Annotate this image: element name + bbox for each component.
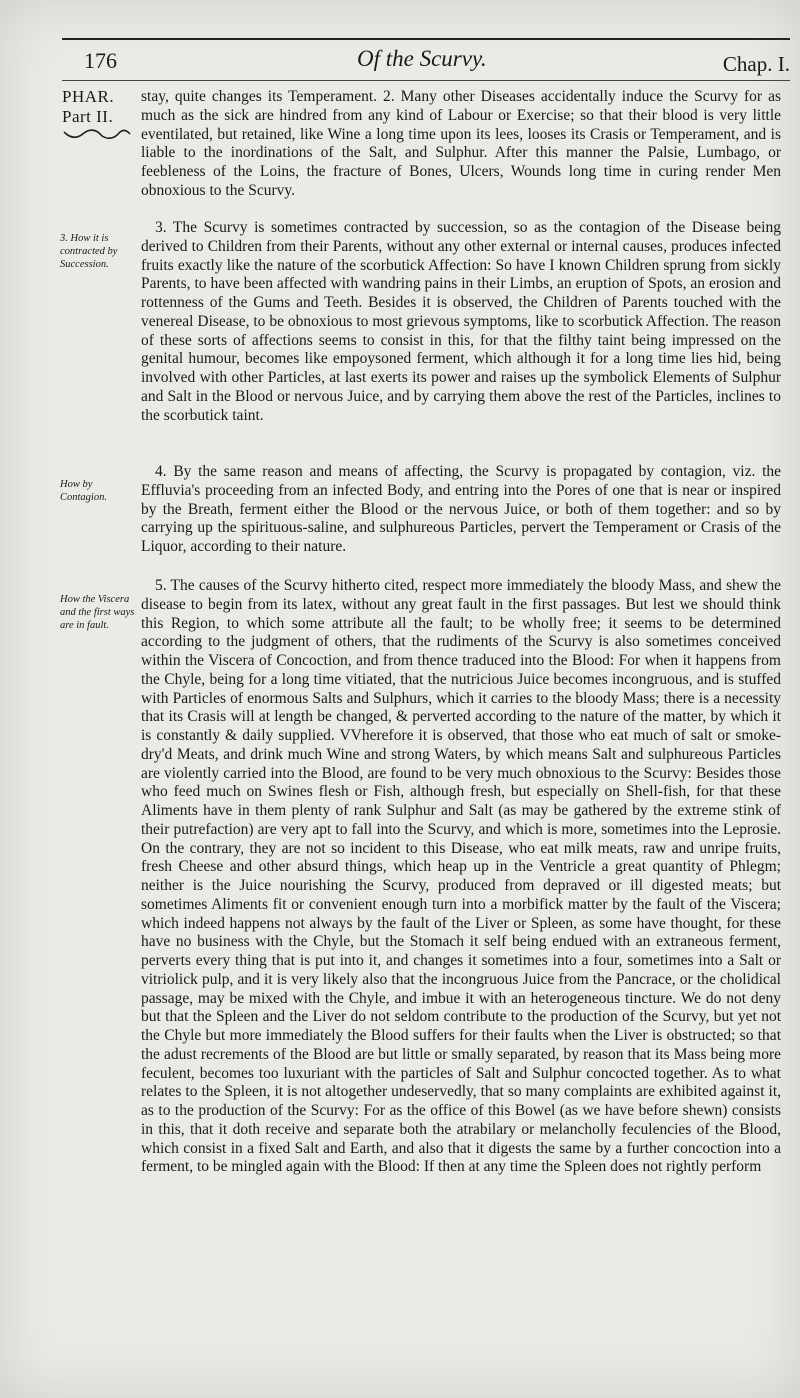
paragraph-5: 5. The causes of the Scurvy hitherto cited, respect more immediately the bloody Mass, and shew the disease to begin from its latex, without any great fault in the first passages. But lest we should think this Region, to which some attribute all the fault; to be wholly free; it seems to be determined according to the judgment of others, that the rudiments of the Scurvy is also sometimes conceived within the Viscera of Concoction, and from thence traduced into the Blood: For when it happens from the Chyle, being for a long time vitiated, that the nutricious Juice becomes incongruous, and is stuffed with Particles of enormous Salts and Sulphurs, which it carries to the bloody Mass; there is a necessity that its Crasis will at length be changed, & perverted according to the nature of the matter, by which it is constantly & daily supplied. VVherefore it is observed, that those who eat much of salt or smoke-dry'd Meats, and drink much Wine and strong Waters, by which means Salt and sulphureous Particles are violently carried into the Blood, are found to be very much obnoxious to the Scurvy: Besides those who feed much on Swines flesh or Fish, although fresh, but especially on Shell-fish, for that these Aliments have in them plenty of rank Sulphur and Salt (as may be gathered by the extreme stink of their putrefaction) are very apt to fall into the Scurvy, and which is more, sometimes into the Leprosie. On the contrary, they are not so incident to this Disease, who eat milk meats, raw and unripe fruits, fresh Cheese and other absurd things, which heap up in the Ventricle a great quantity of Phlegm; neither is the Juice nourishing the Scurvy, produced from depraved or ill digested meats; but sometimes Aliments fit or convenient enough turn into a morbifick matter by the fault of the Viscera; which indeed happens not always by the fault of the Liver or Spleen, as some have thought, for these have no business with the Chyle, but the Stomach it self being endued with an extraneous ferment, perverts every thing that is put into it, and changes it sometimes into a four, sometimes into a Salt or vitriolick pulp, and it is very likely also that the incongruous Juice from the Pancrace, or the cholidical passage, may be mixed with the Chyle, and imbue it with an heterogeneous tincture. We do not deny but that the Spleen and the Liver do not seldom contribute to the production of the Scurvy, but yet not the Chyle but more immediately the Blood suffers for their faults when the Liver is obstructed; so that the adust recrements of the Blood are but little or smally separated, by reason that its Mass being more feculent, becomes too luxuriant with the particles of Salt and Sulphur concocted together. As to what relates to the Spleen, it is not altogether undeservedly, that so many complaints are exhibited against it, as to the production of the Scurvy: For as the office of this Bowel (as we have before shewn) consists in this, that it doth receive and separate both the atrabilary or melancholly feculencies of the Blood, which consist in a fixed Salt and Earth, and also that it digests the same by a further concoction into a ferment, to be mingled again with the Blood: If then at any time the Spleen does not rightly perform (141, 577, 781, 1176)
side-heading-line2: Part II. (62, 107, 114, 126)
margin-note-succession: 3. How it is contracted by Succession. (60, 233, 118, 270)
paragraph-4: 4. By the same reason and means of affecting, the Scurvy is propagated by contagion, viz. the Effluvia's proceeding from an infected Body, and entring into the Pores of one that is near or inspired by the Breath, ferment either the Blood or the nervous Juice, or both of them together: and so by carrying up the spirituous-saline, and sulphureous Particles, pervert the Temperament or Crasis of the Liquor, according to their nature. (141, 463, 781, 555)
running-title: Of the Scurvy. (357, 46, 487, 71)
ornament-swash-icon (62, 128, 132, 142)
page-header (62, 44, 790, 80)
margin-note-viscera: How the Viscera and the first ways are in fault. (60, 594, 135, 631)
header-rule-top (62, 38, 790, 40)
page-number: 176 (84, 48, 117, 73)
margin-note-contagion: How by Contagion. (60, 479, 107, 503)
paragraph-intro: stay, quite changes its Temperament. 2. Many other Diseases accidentally induce the Scurvy for as much as the sick are hindred from any kind of Labour or Exercise; so that their blood is very little eventilated, but retained, like Wine a long time upon its lees, looses its Crasis or Temperament, and is liable to the inordinations of the Salt, and Sulphur. After this manner the Palsie, Lumbago, or feebleness of the Loins, the fracture of Bones, Ulcers, Wounds long time in curing render Men obnoxious to the Scurvy. (141, 88, 781, 199)
header-rule-bottom (62, 80, 790, 81)
side-heading-line1: PHAR. (62, 87, 115, 106)
main-text (141, 88, 781, 1365)
chapter-label: Chap. I. (722, 52, 790, 76)
paragraph-3: 3. The Scurvy is sometimes contracted by succession, so as the contagion of the Disease being derived to Children from their Parents, without any other external or internal causes, produces infected fruits exactly like the nature of the scorbutick Affection: So have I known Children sprung from sickly Parents, to have been affected with wandring pains in their Limbs, an eruption of Spots, an erosion and rottenness of the Gums and Teeth. Besides it is observed, the Children of Parents touched with the venereal Disease, to be obnoxious to most grievous symptoms, like to scorbutick Affection. The reason of these sorts of affections seems to consist in this, for that the filthy taint being impressed on the genital humour, becomes like empoysoned ferment, which although it for a long time lies hid, being involved with other Particles, at last exerts its power and raises up the symbolick Elements of Sulphur and Salt in the Blood or nervous Juice, and by carrying them above the rest of the Particles, inclines to the scorbutick taint. (141, 219, 781, 424)
